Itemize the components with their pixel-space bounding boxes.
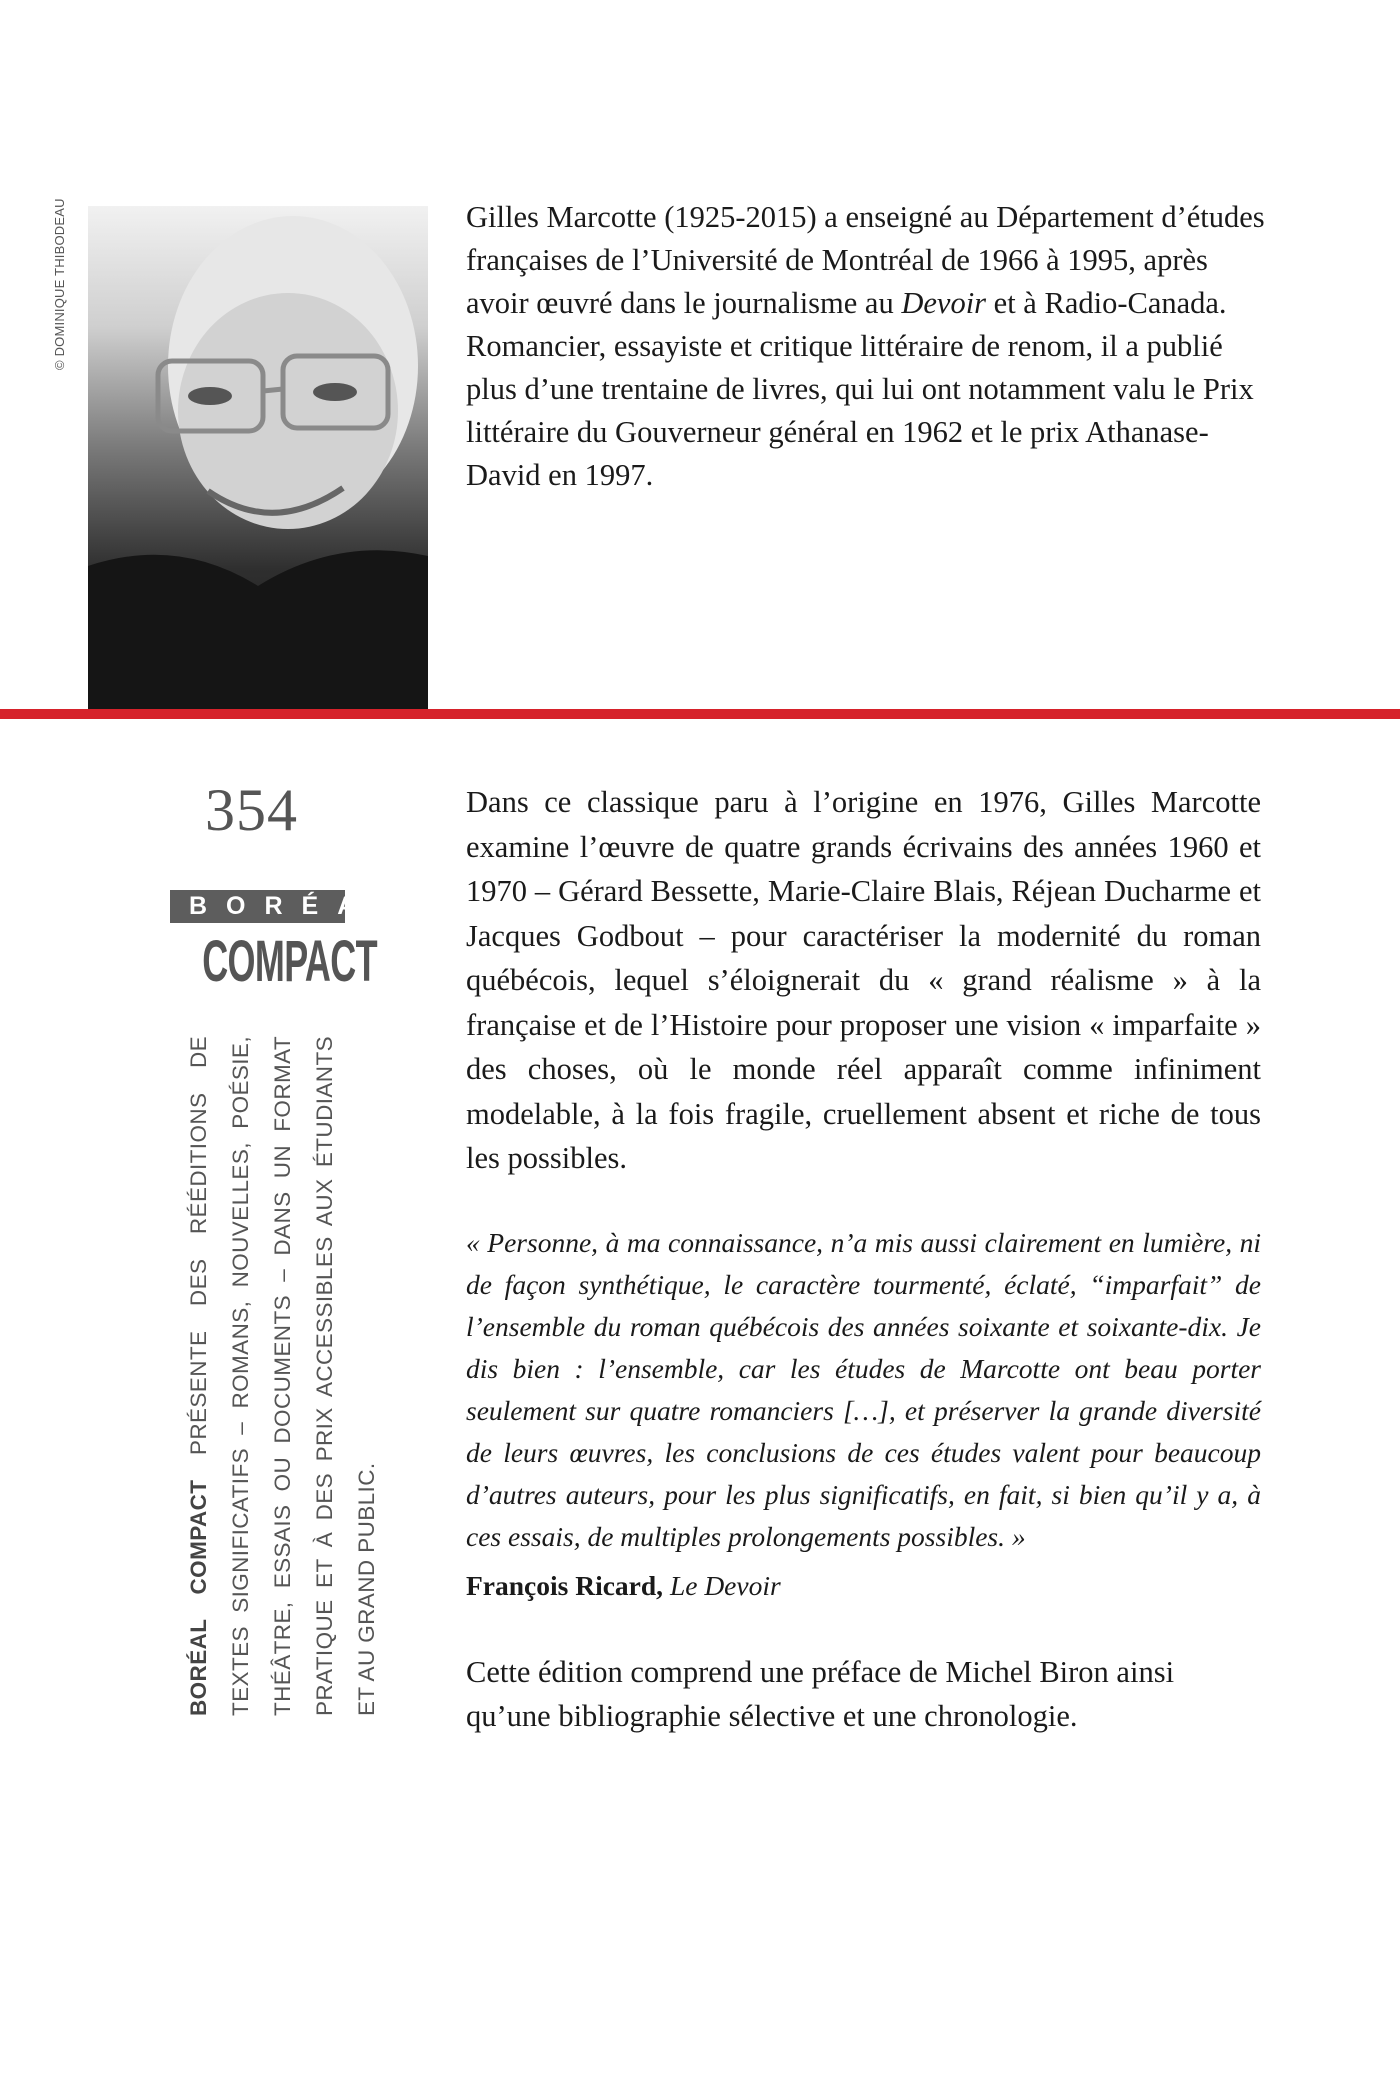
author-bio-part1: Gilles Marcotte (1925-2015) a enseigné au Département d’études françaises de l’Université de Montréal de 1966 à 1995, après avoir œuvré dans le journalisme au [466, 200, 1265, 320]
series-number: 354 [205, 777, 298, 843]
quote-author: François Ricard, [466, 1570, 664, 1601]
edition-note: Cette édition comprend une préface de Michel Biron ainsi qu’une bibliographie sélective et une chronologie. [466, 1655, 1175, 1733]
author-bio-italic: Devoir [901, 286, 987, 320]
series-logo-bottom: COMPACT [202, 929, 377, 994]
author-bio [466, 196, 1266, 497]
photo-credit: © DOMINIQUE THIBODEAU [52, 198, 67, 370]
quote-source: Le Devoir [669, 1570, 781, 1601]
series-description [178, 1036, 388, 1716]
series-logo-top: BORÉAL [170, 890, 345, 923]
review-quote: « Personne, à ma connaissance, n’a mis aussi clairement en lumière, ni de façon synthétique, le caractère tourmenté, éclaté, “imparfait” de l’ensemble du roman québécois des années soixante et soixante-dix. Je dis bien : l’ensemble, car les études de Marcotte ont beau porter seulement sur quatre romanciers […], et préserver la grande diversité de leurs œuvres, les conclusions de ces études valent pour beaucoup d’autres auteurs, pour les plus significatifs, en fait, si bien qu’il y a, à ces essais, de multiples prolongements possibles. » [466, 1227, 1261, 1552]
book-summary: Dans ce classique paru à l’origine en 1976, Gilles Marcotte examine l’œuvre de quatre grands écrivains des années 1960 et 1970 – Gérard Bessette, Marie-Claire Blais, Réjean Ducharme et Jacques Godbout – pour caractériser la modernité du roman québécois, lequel s’éloignerait du « grand réalisme » à la française et de l’Histoire pour proposer une vision « imparfaite » des choses, où le monde réel apparaît comme infiniment modelable, à la fois fragile, cruellement absent et riche de tous les possibles. [466, 785, 1261, 1175]
series-description-bold: BORÉAL COMPACT [186, 1479, 211, 1716]
author-photo [88, 206, 428, 710]
red-divider [0, 709, 1400, 719]
series-description-text: PRÉSENTE DES RÉÉDITIONS DE TEXTES SIGNIFICATIFS – ROMANS, NOUVELLES, POÉSIE, THÉÂTRE, ESSAIS OU DOCUMENTS – DANS UN FORMAT PRATIQUE ET À DES PRIX ACCESSIBLES AUX ÉTUDIANTS ET AU GRAND PUBLIC. [186, 1036, 379, 1716]
author-bio-part2: et à Radio-Canada. Romancier, essayiste et critique littéraire de renom, il a publié plus d’une trentaine de livres, qui lui ont notamment valu le Prix littéraire du Gouverneur général en 1962 et le prix Athanase-David en 1997. [466, 286, 1254, 492]
quote-attribution [466, 1570, 781, 1602]
